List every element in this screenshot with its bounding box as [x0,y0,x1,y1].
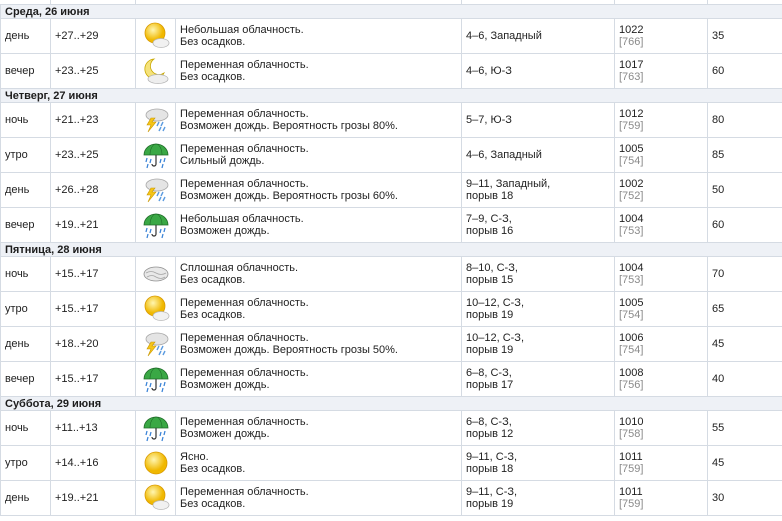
period-cell: ночь [1,257,51,292]
wind-line-2: порыв 12 [466,428,514,440]
pressure-cell [615,327,708,362]
day-title: Четверг, 27 июня [1,89,782,103]
humidity-cell: 35 [708,19,782,54]
pressure-cell [615,257,708,292]
pressure-hpa: 1005 [619,143,644,155]
humidity-cell: 60 [708,208,782,243]
pressure-mmhg: [763] [619,71,644,83]
wind-cell [462,411,615,446]
description-cell [176,327,462,362]
description-line-2: Без осадков. [180,463,246,475]
sun-cloud-icon [136,292,176,327]
description-line-2: Без осадков. [180,309,246,321]
description-line-1: Небольшая облачность. [180,213,304,225]
pressure-cell [615,103,708,138]
period-cell: утро [1,446,51,481]
overcast-icon [136,257,176,292]
humidity-cell: 85 [708,138,782,173]
day-header [1,5,782,19]
wind-line-1: 4–6, Западный [466,30,542,42]
description-line-1: Сплошная облачность. [180,262,299,274]
description-line-2: Возможен дождь. Вероятность грозы 60%. [180,190,398,202]
wind-cell [462,257,615,292]
thunderstorm-icon [136,173,176,208]
pressure-hpa: 1008 [619,367,644,379]
day-header [1,397,782,411]
pressure-mmhg: [759] [619,463,644,475]
forecast-row [1,257,782,292]
description-line-2: Возможен дождь. [180,428,270,440]
description-line-2: Без осадков. [180,498,246,510]
wind-cell [462,481,615,516]
description-line-2: Возможен дождь. Вероятность грозы 80%. [180,120,398,132]
pressure-cell [615,292,708,327]
pressure-mmhg: [753] [619,274,644,286]
period-cell: день [1,327,51,362]
pressure-mmhg: [759] [619,120,644,132]
humidity-cell: 45 [708,327,782,362]
description-line-1: Переменная облачность. [180,178,309,190]
humidity-cell: 80 [708,103,782,138]
pressure-cell [615,362,708,397]
wind-line-1: 7–9, С-З, [466,213,512,225]
pressure-mmhg: [754] [619,344,644,356]
forecast-row [1,292,782,327]
pressure-cell [615,481,708,516]
description-cell [176,208,462,243]
period-cell: день [1,173,51,208]
wind-line-2: порыв 19 [466,344,514,356]
umbrella-rain-icon [136,362,176,397]
wind-line-1: 9–11, С-З, [466,486,518,498]
wind-line-1: 10–12, С-З, [466,297,525,309]
temperature-cell: +14..+16 [51,446,136,481]
forecast-row [1,362,782,397]
forecast-table [0,4,782,516]
wind-line-2: порыв 17 [466,379,514,391]
forecast-row [1,54,782,89]
temperature-cell: +18..+20 [51,327,136,362]
description-line-1: Небольшая облачность. [180,24,304,36]
description-cell [176,411,462,446]
humidity-cell: 40 [708,362,782,397]
temperature-cell: +23..+25 [51,138,136,173]
humidity-cell: 60 [708,54,782,89]
pressure-cell [615,54,708,89]
pressure-hpa: 1011 [619,486,643,498]
description-cell [176,138,462,173]
description-line-2: Сильный дождь. [180,155,265,167]
umbrella-rain-icon [136,208,176,243]
description-cell [176,257,462,292]
pressure-hpa: 1017 [619,59,644,71]
temperature-cell: +19..+21 [51,481,136,516]
pressure-cell [615,173,708,208]
umbrella-rain-icon [136,138,176,173]
description-cell [176,54,462,89]
forecast-row [1,411,782,446]
humidity-cell: 45 [708,446,782,481]
description-line-2: Возможен дождь. [180,225,270,237]
temperature-cell: +21..+23 [51,103,136,138]
period-cell: ночь [1,411,51,446]
wind-cell [462,362,615,397]
wind-cell [462,173,615,208]
description-line-1: Переменная облачность. [180,143,309,155]
wind-line-1: 8–10, С-З, [466,262,518,274]
description-line-2: Возможен дождь. Вероятность грозы 50%. [180,344,398,356]
pressure-hpa: 1010 [619,416,644,428]
sun-cloud-icon [136,481,176,516]
temperature-cell: +15..+17 [51,257,136,292]
forecast-row [1,446,782,481]
description-line-1: Переменная облачность. [180,59,309,71]
pressure-hpa: 1012 [619,108,644,120]
description-line-1: Переменная облачность. [180,416,309,428]
period-cell: утро [1,292,51,327]
period-cell: вечер [1,362,51,397]
pressure-mmhg: [753] [619,225,644,237]
forecast-row [1,208,782,243]
description-cell [176,362,462,397]
wind-line-2: порыв 19 [466,309,514,321]
temperature-cell: +26..+28 [51,173,136,208]
day-header [1,89,782,103]
wind-line-2: порыв 18 [466,463,514,475]
wind-line-1: 9–11, С-З, [466,451,518,463]
day-title: Среда, 26 июня [1,5,782,19]
pressure-hpa: 1022 [619,24,644,36]
period-cell: утро [1,138,51,173]
description-line-1: Переменная облачность. [180,486,309,498]
wind-cell [462,54,615,89]
pressure-cell [615,208,708,243]
period-cell: ночь [1,103,51,138]
pressure-cell [615,19,708,54]
wind-cell [462,138,615,173]
wind-line-1: 9–11, Западный, [466,178,551,190]
description-line-2: Возможен дождь. [180,379,270,391]
forecast-row [1,138,782,173]
pressure-cell [615,411,708,446]
wind-line-1: 4–6, Ю-З [466,65,512,77]
pressure-hpa: 1006 [619,332,644,344]
wind-line-1: 4–6, Западный [466,149,542,161]
pressure-cell [615,446,708,481]
description-line-1: Ясно. [180,451,209,463]
pressure-mmhg: [756] [619,379,644,391]
wind-cell [462,208,615,243]
humidity-cell: 30 [708,481,782,516]
thunderstorm-icon [136,327,176,362]
description-line-1: Переменная облачность. [180,332,309,344]
wind-line-1: 6–8, С-З, [466,416,512,428]
humidity-cell: 50 [708,173,782,208]
description-line-1: Переменная облачность. [180,367,309,379]
wind-cell [462,292,615,327]
wind-line-1: 10–12, С-З, [466,332,525,344]
description-cell [176,446,462,481]
temperature-cell: +15..+17 [51,362,136,397]
wind-cell [462,19,615,54]
humidity-cell: 70 [708,257,782,292]
description-cell [176,292,462,327]
wind-cell [462,327,615,362]
description-cell [176,19,462,54]
thunderstorm-icon [136,103,176,138]
day-title: Пятница, 28 июня [1,243,782,257]
pressure-cell [615,138,708,173]
pressure-hpa: 1002 [619,178,644,190]
description-line-2: Без осадков. [180,274,246,286]
wind-line-2: порыв 16 [466,225,514,237]
pressure-mmhg: [758] [619,428,644,440]
wind-cell [462,446,615,481]
wind-line-1: 6–8, С-З, [466,367,512,379]
forecast-row [1,173,782,208]
description-line-2: Без осадков. [180,71,246,83]
umbrella-rain-icon [136,411,176,446]
humidity-cell: 65 [708,292,782,327]
moon-cloud-icon [136,54,176,89]
pressure-hpa: 1005 [619,297,644,309]
forecast-row [1,19,782,54]
wind-line-2: порыв 18 [466,190,514,202]
humidity-cell: 55 [708,411,782,446]
wind-line-2: порыв 15 [466,274,514,286]
temperature-cell: +27..+29 [51,19,136,54]
wind-line-1: 5–7, Ю-З [466,114,512,126]
description-cell [176,103,462,138]
pressure-mmhg: [754] [619,309,644,321]
forecast-row [1,327,782,362]
pressure-hpa: 1004 [619,262,644,274]
description-line-1: Переменная облачность. [180,297,309,309]
pressure-hpa: 1011 [619,451,643,463]
wind-line-2: порыв 19 [466,498,514,510]
period-cell: день [1,481,51,516]
period-cell: вечер [1,54,51,89]
pressure-hpa: 1004 [619,213,644,225]
temperature-cell: +11..+13 [51,411,136,446]
description-line-1: Переменная облачность. [180,108,309,120]
temperature-cell: +19..+21 [51,208,136,243]
pressure-mmhg: [754] [619,155,644,167]
day-header [1,243,782,257]
day-title: Суббота, 29 июня [1,397,782,411]
pressure-mmhg: [766] [619,36,644,48]
description-cell [176,481,462,516]
description-cell [176,173,462,208]
temperature-cell: +23..+25 [51,54,136,89]
period-cell: вечер [1,208,51,243]
period-cell: день [1,19,51,54]
sun-cloud-icon [136,19,176,54]
pressure-mmhg: [759] [619,498,644,510]
description-line-2: Без осадков. [180,36,246,48]
temperature-cell: +15..+17 [51,292,136,327]
forecast-row [1,481,782,516]
forecast-row [1,103,782,138]
pressure-mmhg: [752] [619,190,644,202]
sun-icon [136,446,176,481]
wind-cell [462,103,615,138]
